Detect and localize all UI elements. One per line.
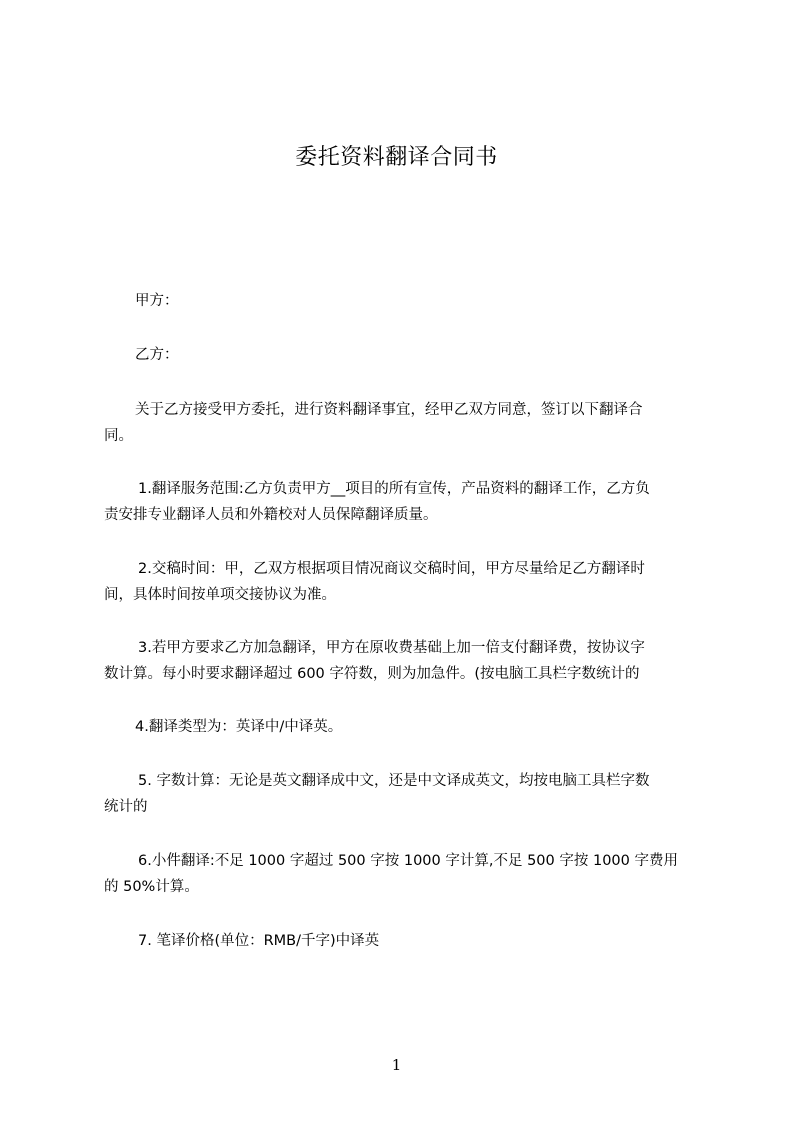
intro-line-1: 关于乙方接受甲方委托，进行资料翻译事宜，经甲乙双方同意，签订以下翻译合 [135, 402, 643, 418]
document-title: 委托资料翻译合同书 [295, 145, 498, 170]
party-b-label: 乙方： [135, 347, 179, 363]
clause-7-line-1: 7. 笔译价格(单位：RMB/千字)中译英 [138, 933, 380, 949]
party-a-label: 甲方： [135, 293, 179, 309]
clause-5-line-1: 5. 字数计算：无论是英文翻译成中文，还是中文译成英文，均按电脑工具栏字数 [138, 773, 650, 789]
clause-2-line-1: 2.交稿时间：甲，乙双方根据项目情况商议交稿时间，甲方尽量给足乙方翻译时 [138, 561, 645, 577]
clause-4-line-1: 4.翻译类型为：英译中/中译英。 [135, 719, 343, 735]
clause-6-line-1: 6.小件翻译:不足 1000 字超过 500 字按 1000 字计算,不足 500 字按 1000 字费用 [138, 853, 678, 869]
clause-5-line-2: 统计的 [104, 799, 148, 815]
clause-1-line-2: 责安排专业翻译人员和外籍校对人员保障翻译质量。 [104, 507, 438, 523]
intro-line-2: 同。 [104, 428, 133, 444]
clause-3-line-1: 3.若甲方要求乙方加急翻译，甲方在原收费基础上加一倍支付翻译费，按协议字 [138, 640, 645, 656]
page-number: 1 [391, 1056, 402, 1074]
clause-3-line-2: 数计算。每小时要求翻译超过 600 字符数，则为加急件。(按电脑工具栏字数统计的 [104, 666, 640, 682]
clause-1-line-1: 1.翻译服务范围:乙方负责甲方__项目的所有宣传，产品资料的翻译工作，乙方负 [138, 481, 650, 497]
clause-2-line-2: 间，具体时间按单项交接协议为准。 [104, 587, 336, 603]
clause-6-line-2: 的 50%计算。 [104, 879, 199, 895]
